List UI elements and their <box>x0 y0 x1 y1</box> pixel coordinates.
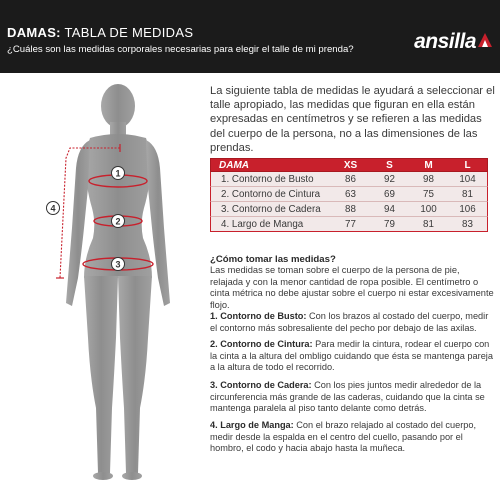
silhouette <box>66 84 170 480</box>
page-subtitle: ¿Cuáles son las medidas corporales necesarias para elegir el talle de mi prenda? <box>7 44 354 55</box>
cell-value: 77 <box>345 218 356 230</box>
cell-value: 75 <box>423 188 434 200</box>
header-cell-s: S <box>386 159 393 171</box>
svg-text:4: 4 <box>50 203 56 214</box>
body-silhouette-figure <box>40 78 215 493</box>
row-label: 3. Contorno de Cadera <box>221 203 321 215</box>
cell-value: 69 <box>384 188 395 200</box>
instruction-label: 4. Largo de Manga: <box>210 420 294 430</box>
size-table <box>210 158 488 232</box>
how-to-measure-body: Las medidas se toman sobre el cuerpo de la persona de pie, relajada y con la menor cantidad de ropa posible. El centímetro o cinta métrica no debe ajustar sobre el cuerpo ni estar excesivamente flojo. <box>210 265 494 310</box>
cell-value: 83 <box>462 218 473 230</box>
instruction-label: 2. Contorno de Cintura: <box>210 339 313 349</box>
marker-2 <box>112 215 125 228</box>
marker-4 <box>47 202 60 215</box>
instruction-item-waist <box>210 339 495 374</box>
instruction-text: Con los brazos al costado del cuerpo, medir el contorno más sobresaliente del pecho por debajo de las axilas. <box>210 311 489 333</box>
cell-value: 88 <box>345 203 356 215</box>
instruction-item-hip <box>210 380 495 415</box>
svg-text:1: 1 <box>115 168 121 179</box>
brand-mark-icon <box>478 33 492 47</box>
svg-text:2: 2 <box>115 216 121 227</box>
header-cell-m: M <box>424 159 433 171</box>
instruction-item-bust <box>210 311 495 334</box>
cell-value: 81 <box>462 188 473 200</box>
header-cell-xs: XS <box>343 159 358 171</box>
table-row <box>210 217 488 232</box>
cell-value: 92 <box>384 173 395 185</box>
how-to-measure-title: ¿Cómo tomar las medidas? <box>210 254 336 265</box>
row-label: 1. Contorno de Busto <box>221 173 314 185</box>
instruction-label: 3. Contorno de Cadera: <box>210 380 312 390</box>
row-label: 2. Contorno de Cintura <box>221 188 321 200</box>
cell-value: 63 <box>345 188 356 200</box>
table-row <box>210 172 488 187</box>
row-label: 4. Largo de Manga <box>221 218 304 230</box>
instruction-text: Con los pies juntos medir alrededor de la circunferencia más grande de las caderas, cuidando que la cinta se mantenga paralela al piso tanto delante como detrás. <box>210 380 485 414</box>
svg-text:3: 3 <box>115 259 121 270</box>
instruction-item-sleeve <box>210 420 495 455</box>
instruction-text: Con el brazo relajado al costado del cuerpo, medir desde la espalda en el centro del cuello, pasando por el hombro, el codo y hacia abajo hasta la muñeca. <box>210 420 477 454</box>
cell-value: 86 <box>345 173 356 185</box>
title-bold: DAMAS: <box>7 25 61 40</box>
header-cell-dama: DAMA <box>219 159 249 171</box>
table-row <box>210 187 488 202</box>
header-cell-l: L <box>464 159 471 171</box>
cell-value: 94 <box>384 203 395 215</box>
intro-paragraph: La siguiente tabla de medidas le ayudará a seleccionar el talle apropiado, las medidas que figuran en ella están expresadas en centímetros y se refieren a las medidas del cuerpo de la persona, no a las dimensiones de las prendas. <box>210 85 495 154</box>
instruction-text: Para medir la cintura, rodear el cuerpo con la cinta a la altura del ombligo cuidando que ésta se mantenga pareja a la altura de todo el recorrido. <box>210 339 493 373</box>
size-table-header <box>210 158 488 172</box>
cell-value: 106 <box>459 203 476 215</box>
cell-value: 98 <box>423 173 434 185</box>
page-title <box>7 25 193 40</box>
brand-name: ansilla <box>414 30 476 53</box>
cell-value: 104 <box>459 173 476 185</box>
cell-value: 81 <box>423 218 434 230</box>
table-row <box>210 202 488 217</box>
header-bar <box>0 0 500 73</box>
instruction-label: 1. Contorno de Busto: <box>210 311 307 321</box>
cell-value: 100 <box>420 203 437 215</box>
marker-3 <box>112 258 125 271</box>
marker-1 <box>112 167 125 180</box>
cell-value: 79 <box>384 218 395 230</box>
brand-logo <box>414 30 492 54</box>
title-rest: TABLA DE MEDIDAS <box>60 25 194 40</box>
